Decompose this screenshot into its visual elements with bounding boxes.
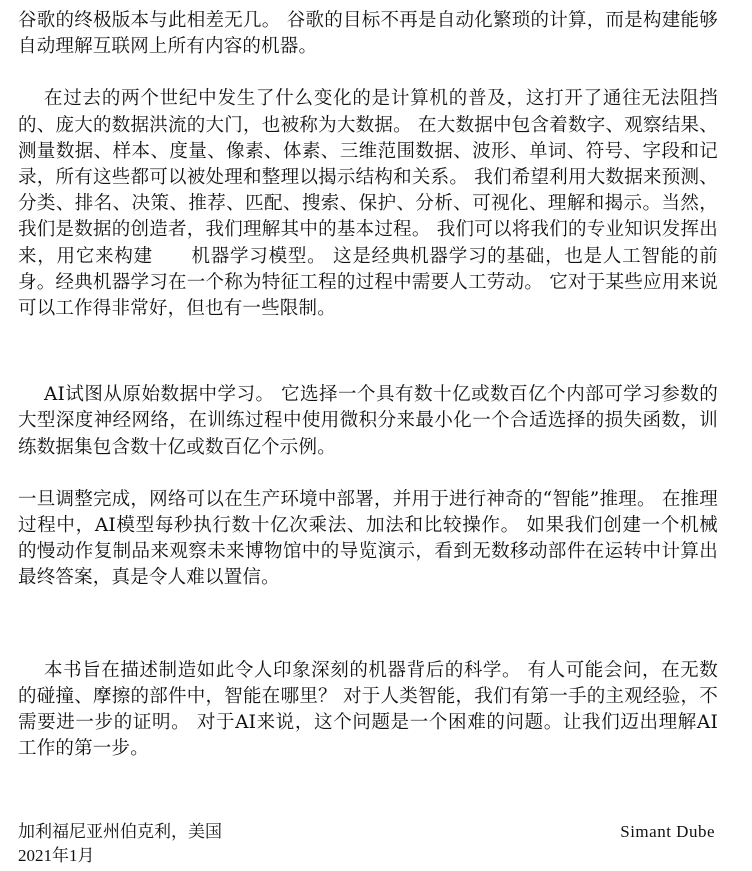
paragraph-big-data: 在过去的两个世纪中发生了什么变化的是计算机的普及，这打开了通往无法阻挡的、庞大的数据洪流的大门，也被称为大数据。 在大数据中包含着数字、观察结果、测量数据、样本、度量、像素、体素、三维范围数据、波形、单词、符号、字段和记录，所有这些都可以被处理和整理以揭示结构和关系。 我们希望利用大数据来预测、分类、排名、决策、推荐、匹配、搜索、保护、分析、可视化、理解和揭示。当然，我们是数据的创造者，我们理解其中的基本过程。 我们可以将我们的专业知识发挥出来，用它来构建 机器学习模型。 这是经典机器学习的基础，也是人工智能的前身。经典机器学习在一个称为特征工程的过程中需要人工劳动。 它对于某些应用来说可以工作得非常好，但也有一些限制。: [18, 88, 718, 320]
paragraph-book-purpose: 本书旨在描述制造如此令人印象深刻的机器背后的科学。 有人可能会问，在无数的碰撞、摩擦的部件中，智能在哪里？ 对于人类智能，我们有第一手的主观经验，不需要进一步的证明。 对于AI来说，这个问题是一个困难的问题。让我们迈出理解AI工作的第一步。: [18, 659, 718, 760]
signature-date: 2021年1月: [18, 846, 95, 865]
signature-author: Simant Dube: [620, 822, 715, 841]
paragraph-ai-learning: AI试图从原始数据中学习。 它选择一个具有数十亿或数百亿个内部可学习参数的大型深度神经网络，在训练过程中使用微积分来最小化一个合适选择的损失函数，训练数据集包含数十亿或数百亿个示例。: [18, 384, 718, 458]
paragraph-google-vision: 谷歌的终极版本与此相差无几。 谷歌的目标不再是自动化繁琐的计算，而是构建能够自动理解互联网上所有内容的机器。: [18, 10, 718, 58]
signature-block: [18, 820, 715, 868]
signature-location: 加利福尼亚州伯克利，美国: [18, 822, 222, 842]
document-page: [18, 8, 718, 762]
paragraph-inference: 一旦调整完成，网络可以在生产环境中部署，并用于进行神奇的“智能”推理。 在推理过程中，AI模型每秒执行数十亿次乘法、加法和比较操作。 如果我们创建一个机械的慢动作复制品来观察未来博物馆中的导览演示，看到无数移动部件在运转中计算出最终答案，真是令人难以置信。: [18, 488, 718, 589]
